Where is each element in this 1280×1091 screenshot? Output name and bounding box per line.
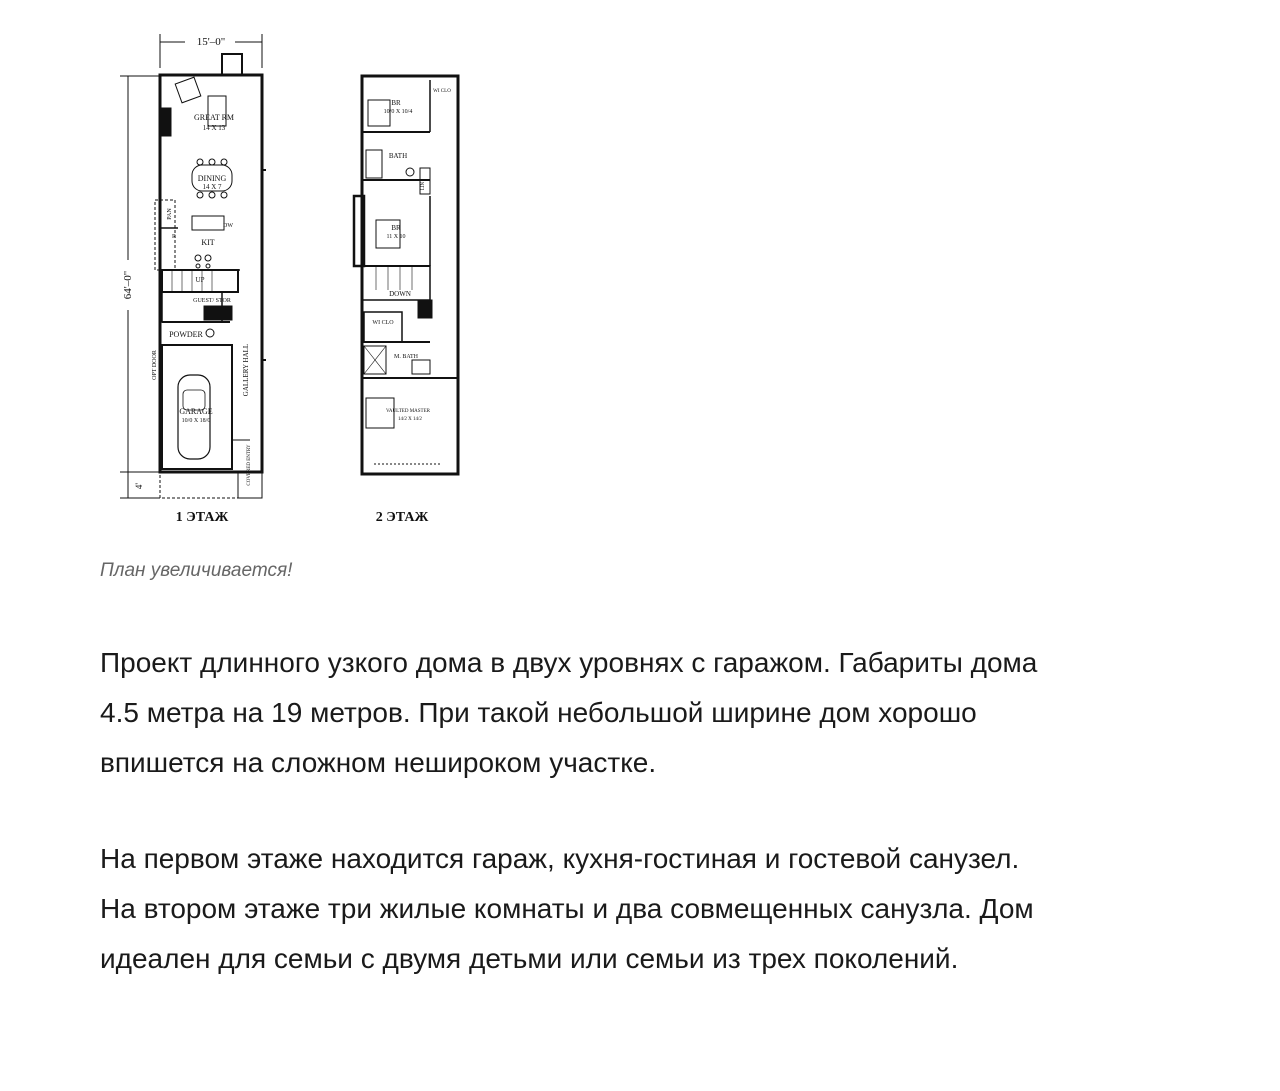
length-dimension-label: 64'–0" — [122, 270, 134, 300]
floor1-label: 1 ЭТАЖ — [175, 510, 229, 525]
floor2-lin: LIN — [421, 181, 426, 191]
floor2-br2-size: 11 X 10 — [386, 234, 406, 240]
floor2-br1: BR — [391, 99, 401, 107]
floor1-guest-stor: GUEST/ STOR — [193, 298, 231, 304]
floor2-master-size: 14/2 X 14/2 — [398, 417, 422, 422]
width-dimension-label: 15'–0" — [196, 36, 226, 48]
paragraph-line: На втором этаже три жилые комнаты и два совмещенных санузла. Дом — [100, 893, 1034, 924]
floor2-label: 2 ЭТАЖ — [375, 510, 429, 525]
paragraph-line: идеален для семьи с двумя детьми или семьи из трех поколений. — [100, 943, 959, 974]
floor2-wi-clo2: WI CLO — [372, 320, 394, 326]
paragraph-line: Проект длинного узкого дома в двух уровнях с гаражом. Габариты дома — [100, 647, 1038, 678]
porch-dimension-label: 4' — [134, 482, 144, 490]
paragraph-line: На первом этаже находится гараж, кухня-гостиная и гостевой санузел. — [100, 843, 1020, 874]
floor1-opt-door: OPT DOOR — [152, 350, 158, 380]
floor1-up: UP — [195, 276, 205, 284]
floor1-dining-size: 14 X 7 — [202, 183, 222, 191]
floor1-gallery-hall: GALLERY HALL — [242, 343, 250, 397]
floor2-master: VAULTED MASTER — [385, 409, 431, 414]
image-caption: План увеличивается! — [100, 560, 293, 581]
floor2-br2: BR — [391, 224, 401, 232]
floor1-great-rm-size: 14 X 13 — [202, 124, 226, 132]
floor1-powder: POWDER — [169, 330, 203, 339]
floor1-covered-entry: COVERED ENTRY — [247, 444, 252, 486]
paragraph-line: 4.5 метра на 19 метров. При такой небольшой ширине дом хорошо — [100, 697, 977, 728]
floor1-dw: DW — [223, 223, 233, 229]
floor1-ref: R — [171, 234, 177, 240]
floor2-m-bath: M. BATH — [393, 354, 419, 360]
floor1-garage: GARAGE — [179, 407, 213, 416]
floor1-pan: PAN — [167, 208, 173, 220]
floor1-garage-size: 10/0 X 18/0 — [181, 418, 211, 424]
paragraph-line: впишется на сложном нешироком участке. — [100, 747, 657, 778]
floor1-great-rm: GREAT RM — [193, 113, 235, 122]
floor-plan-image — [100, 20, 560, 540]
floor2-br1-size: 10/0 X 10/4 — [383, 109, 413, 115]
description-paragraph-2 — [100, 834, 1200, 984]
floor2-bath: BATH — [388, 152, 408, 160]
floor2-plan — [354, 76, 458, 474]
floor1-dining: DINING — [197, 174, 227, 183]
floor2-wi-clo1: WI CLO — [433, 89, 451, 94]
description-paragraph-1 — [100, 638, 1200, 788]
floor1-kit: KIT — [201, 238, 215, 247]
floor2-down: DOWN — [389, 290, 411, 298]
